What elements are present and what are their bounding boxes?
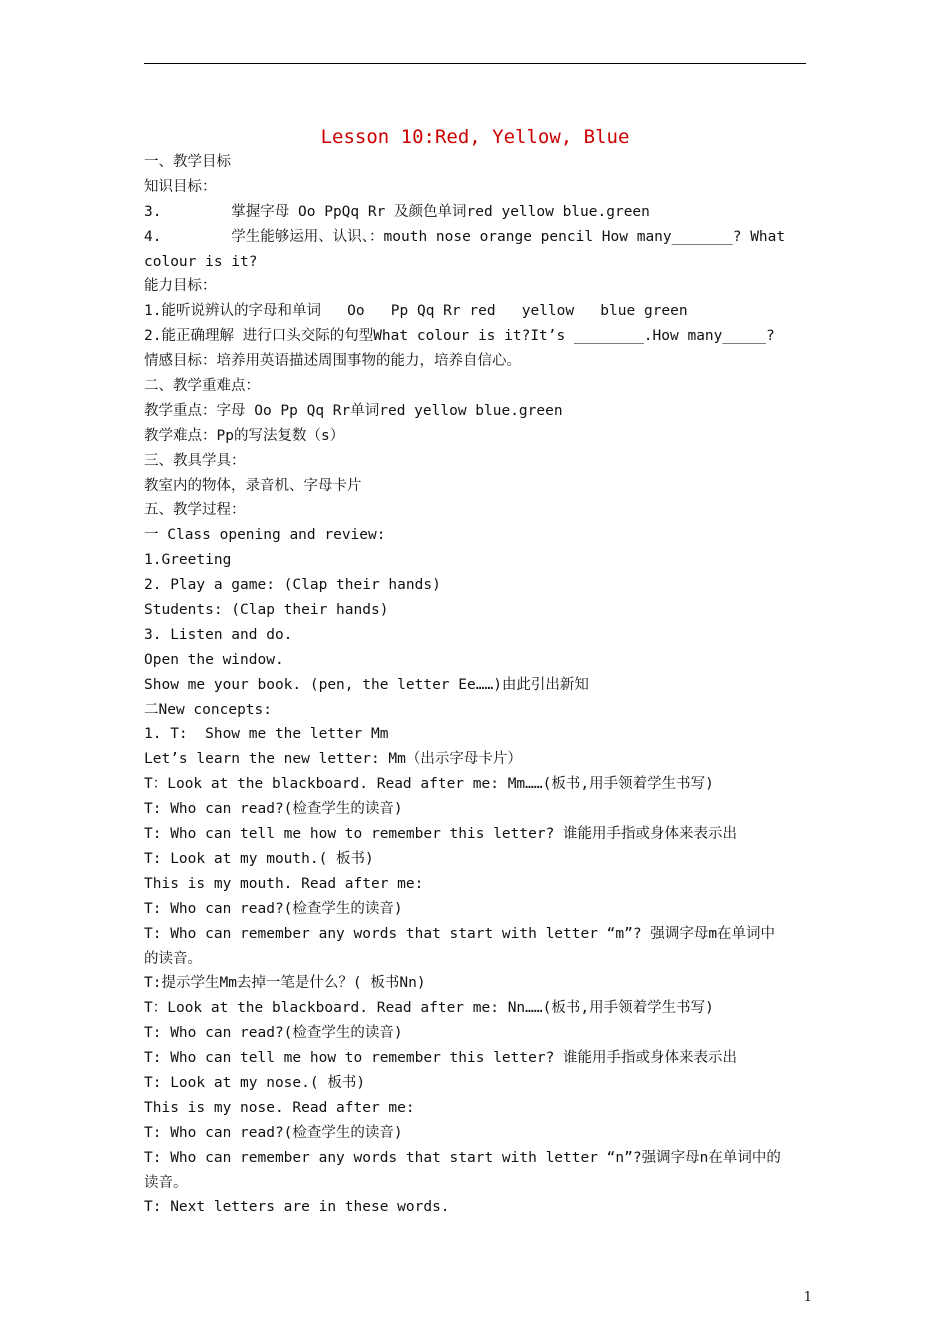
page-number: 1	[803, 1290, 812, 1305]
text-line: 情感目标：培养用英语描述周围事物的能力，培养自信心。	[144, 353, 521, 370]
text-line: T: Who can read?(检查学生的读音)	[144, 1025, 403, 1042]
text-line: 3. 掌握字母 Oo PpQq Rr 及颜色单词red yellow blue.green	[144, 203, 650, 220]
text-line: 读音。	[144, 1174, 188, 1191]
text-line: 教学重点：字母 Oo Pp Qq Rr单词red yellow blue.green	[144, 402, 563, 419]
text-line: This is my mouth. Read after me:	[144, 875, 424, 892]
text-line: Show me your book. (pen, the letter Ee……)由此引出新知	[144, 676, 589, 693]
text-line: T: Who can remember any words that start with letter “m”? 强调字母m在单词中	[144, 925, 776, 942]
text-line: 1.Greeting	[144, 552, 232, 569]
text-line: 知识目标：	[144, 178, 217, 195]
text-line: 教室内的物体，录音机、字母卡片	[144, 477, 362, 494]
text-line: colour is it?	[144, 253, 258, 270]
text-line: 能力目标：	[144, 278, 217, 295]
text-line: T: Who can read?(检查学生的读音)	[144, 1124, 403, 1141]
text-line: 2. Play a game: (Clap their hands)	[144, 577, 441, 594]
text-line: T：Look at the blackboard. Read after me: Nn……(板书,用手领着学生书写)	[144, 1000, 714, 1017]
text-line: 1. T: Show me the letter Mm	[144, 726, 389, 743]
text-line: 的读音。	[144, 950, 202, 967]
text-line: 教学难点：Pp的写法复数（s）	[144, 427, 345, 444]
text-line: T: Who can remember any words that start with letter “n”?强调字母n在单词中的	[144, 1149, 781, 1166]
text-line: T: Look at my nose.( 板书)	[144, 1074, 366, 1091]
text-line: T: Who can tell me how to remember this letter? 谁能用手指或身体来表示出	[144, 1050, 738, 1067]
text-line: This is my nose. Read after me:	[144, 1099, 415, 1116]
text-line: 三、教具学具：	[144, 452, 246, 469]
text-line: Let’s learn the new letter: Mm（出示字母卡片）	[144, 751, 522, 768]
header-rule	[144, 63, 806, 64]
document-body	[144, 150, 809, 1220]
text-line: T: Next letters are in these words.	[144, 1199, 450, 1216]
lesson-title: Lesson 10:Red, Yellow, Blue	[320, 126, 630, 148]
text-line: T: Who can read?(检查学生的读音)	[144, 801, 403, 818]
text-line: 2.能正确理解 进行口头交际的句型What colour is it?It’s ________.How many_____?	[144, 328, 775, 345]
text-line: 3. Listen and do.	[144, 626, 293, 643]
text-line: T：Look at the blackboard. Read after me: Mm……(板书,用手领着学生书写)	[144, 776, 714, 793]
text-line: Students: (Clap their hands)	[144, 602, 389, 619]
text-line: 一、教学目标	[144, 154, 231, 170]
text-line: 二New concepts:	[144, 701, 272, 718]
text-line: T:提示学生Mm去掉一笔是什么？( 板书Nn)	[144, 975, 426, 992]
text-line: 4. 学生能够运用、认识、：mouth nose orange pencil How many_______? What	[144, 228, 786, 245]
text-line: Open the window.	[144, 651, 284, 668]
text-line: T: Look at my mouth.( 板书)	[144, 850, 374, 867]
text-line: T: Who can read?(检查学生的读音)	[144, 900, 403, 917]
text-line: 五、教学过程：	[144, 502, 246, 519]
text-line: 1.能听说辨认的字母和单词 Oo Pp Qq Rr red yellow blue green	[144, 303, 688, 320]
text-line: T: Who can tell me how to remember this letter? 谁能用手指或身体来表示出	[144, 826, 738, 843]
text-line: 二、教学重难点：	[144, 378, 260, 395]
text-line: 一 Class opening and review:	[144, 527, 386, 544]
